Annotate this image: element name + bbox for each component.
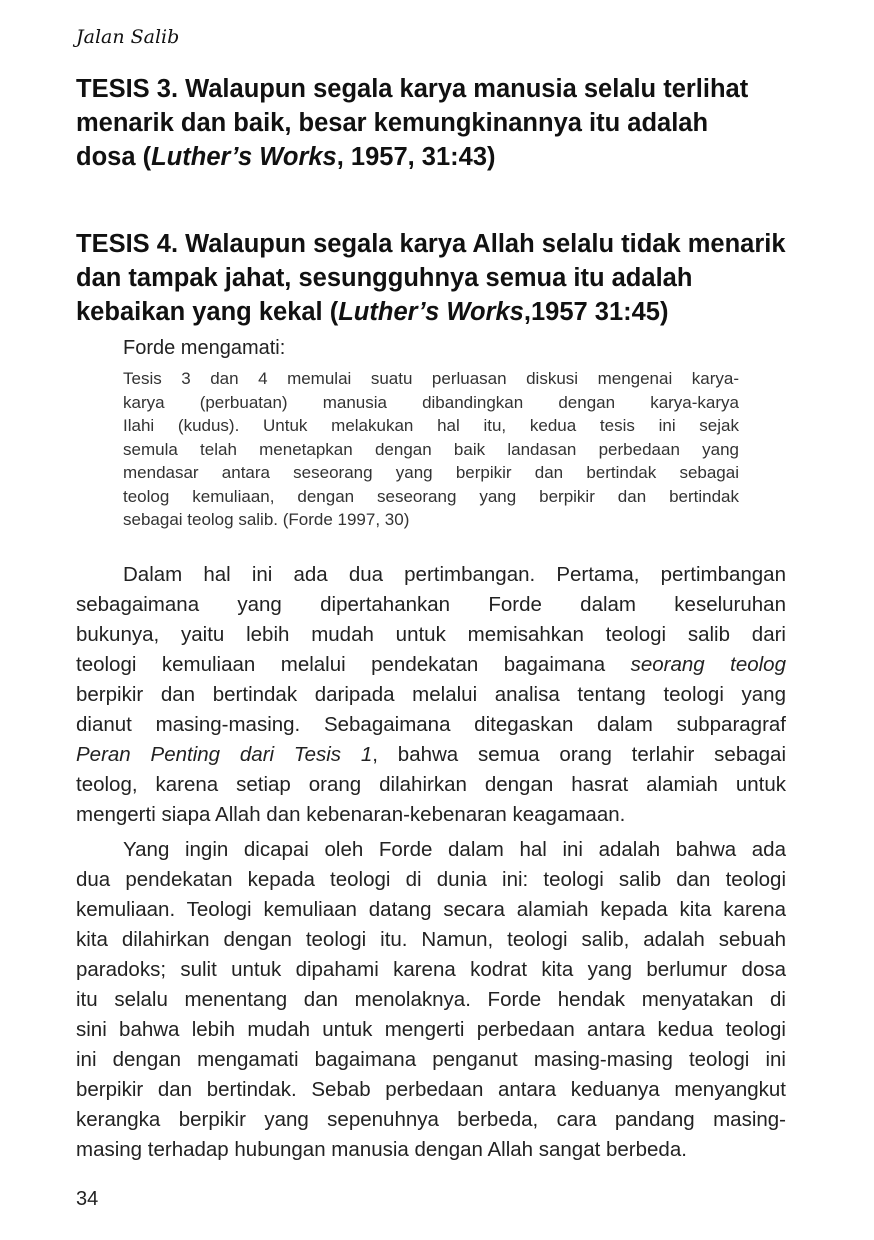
thesis-3-line: menarik dan baik, besar kemungkinannya itu adalah: [76, 109, 709, 137]
thesis-3-heading: [76, 72, 788, 174]
body-paragraph-1: [76, 560, 786, 830]
running-header: Jalan Salib: [76, 26, 180, 48]
paragraph-line: mengerti siapa Allah dan kebenaran-kebenaran keagamaan.: [76, 803, 626, 826]
paragraph-line: [76, 740, 786, 770]
thesis-3-line: TESIS 3. Walaupun segala karya manusia selalu terlihat: [76, 75, 749, 103]
thesis-4-heading: [76, 227, 788, 329]
emphasis-text: seorang teolog: [630, 653, 786, 676]
quote-line: semula telah menetapkan dengan baik landasan perbedaan yang: [123, 439, 739, 459]
paragraph-line: itu selalu menentang dan menolaknya. Forde hendak menyatakan di: [76, 988, 786, 1011]
thesis-4-text: kebaikan yang kekal (: [76, 298, 339, 326]
paragraph-line: masing terhadap hubungan manusia dengan Allah sangat berbeda.: [76, 1138, 687, 1161]
paragraph-line: berpikir dan bertindak daripada melalui analisa tentang teologi yang: [76, 683, 786, 706]
thesis-3-line: [76, 140, 788, 174]
block-quote: [123, 367, 739, 532]
thesis-3-text: dosa (: [76, 143, 152, 171]
paragraph-line: paradoks; sulit untuk dipahami karena kodrat kita yang berlumur dosa: [76, 958, 786, 981]
paragraph-text: , bahwa semua orang terlahir sebagai: [372, 743, 786, 766]
paragraph-line: berpikir dan bertindak. Sebab perbedaan antara keduanya menyangkut: [76, 1078, 786, 1101]
paragraph-line: kemuliaan. Teologi kemuliaan datang secara alamiah kepada kita karena: [76, 898, 786, 921]
thesis-4-line: [76, 295, 788, 329]
paragraph-line: Yang ingin dicapai oleh Forde dalam hal ini adalah bahwa ada: [123, 838, 786, 861]
paragraph-line: teolog, karena setiap orang dilahirkan dengan hasrat alamiah untuk: [76, 773, 786, 796]
quote-line: sebagai teolog salib. (Forde 1997, 30): [123, 510, 410, 529]
paragraph-line: kita dilahirkan dengan teologi itu. Namun, teologi salib, adalah sebuah: [76, 928, 786, 951]
thesis-4-line: TESIS 4. Walaupun segala karya Allah selalu tidak menarik: [76, 230, 786, 258]
paragraph-line: [76, 650, 786, 680]
paragraph-line: dua pendekatan kepada teologi di dunia ini: teologi salib dan teologi: [76, 868, 786, 891]
page-number: 34: [76, 1188, 99, 1210]
quote-lead-in: Forde mengamati:: [123, 337, 286, 359]
quote-line: Ilahi (kudus). Untuk melakukan hal itu, kedua tesis ini sejak: [123, 416, 739, 435]
paragraph-line: dianut masing-masing. Sebagaimana ditegaskan dalam subparagraf: [76, 713, 786, 736]
thesis-4-line: dan tampak jahat, sesungguhnya semua itu adalah: [76, 264, 693, 292]
quote-line: karya (perbuatan) manusia dibandingkan dengan karya-karya: [123, 392, 739, 412]
citation-title: Luther’s Works: [338, 298, 524, 326]
quote-line: teolog kemuliaan, dengan seseorang yang berpikir dan bertindak: [123, 486, 739, 506]
paragraph-line: Dalam hal ini ada dua pertimbangan. Pertama, pertimbangan: [123, 563, 786, 586]
citation-ref: ,1957 31:45): [523, 298, 669, 326]
paragraph-line: bukunya, yaitu lebih mudah untuk memisahkan teologi salib dari: [76, 623, 786, 646]
paragraph-line: sebagaimana yang dipertahankan Forde dalam keseluruhan: [76, 593, 786, 616]
citation-title: Luther’s Works: [151, 143, 337, 171]
paragraph-line: kerangka berpikir yang sepenuhnya berbeda, cara pandang masing-: [76, 1108, 786, 1131]
quote-line: Tesis 3 dan 4 memulai suatu perluasan diskusi mengenai karya-: [123, 369, 739, 388]
paragraph-line: sini bahwa lebih mudah untuk mengerti perbedaan antara kedua teologi: [76, 1018, 786, 1041]
quote-line: mendasar antara seseorang yang berpikir dan bertindak sebagai: [123, 463, 739, 482]
body-paragraph-2: [76, 835, 786, 1165]
paragraph-line: ini dengan mengamati bagaimana penganut masing-masing teologi ini: [76, 1048, 786, 1071]
paragraph-text: teologi kemuliaan melalui pendekatan bagaimana: [76, 653, 631, 676]
emphasis-text: Peran Penting dari Tesis 1: [76, 743, 373, 766]
citation-ref: , 1957, 31:43): [336, 143, 496, 171]
